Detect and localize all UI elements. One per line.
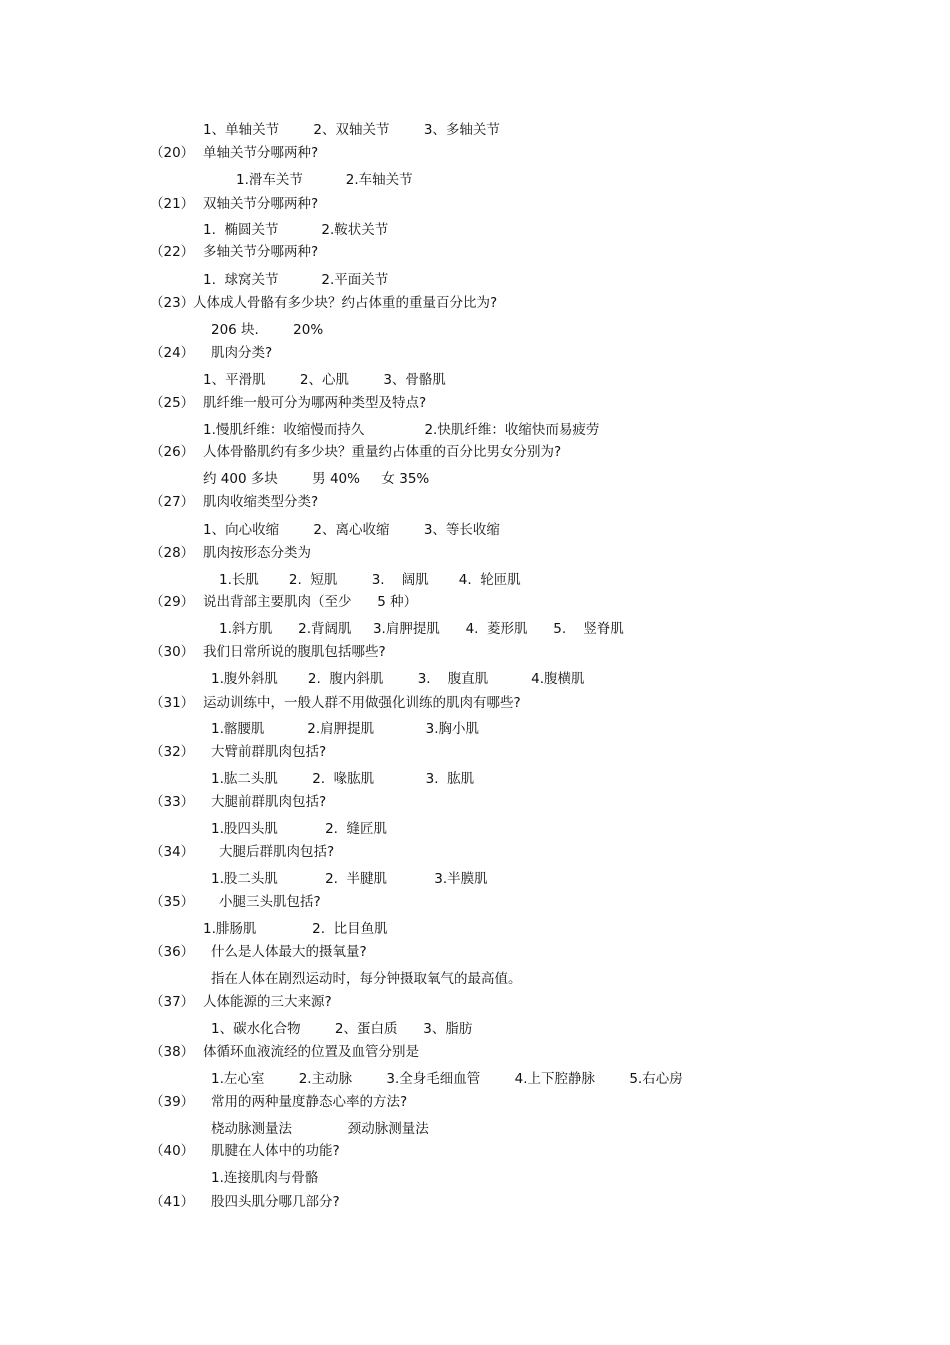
answer-33: 1.股四头肌 2. 缝匠肌: [211, 821, 388, 837]
answer-22: 1. 球窝关节 2.平面关节: [203, 272, 389, 288]
question-38: 体循环血液流经的位置及血管分别是: [203, 1044, 419, 1060]
question-32: 大臂前群肌肉包括?: [211, 744, 327, 760]
question-number-37: （37）: [150, 994, 195, 1010]
question-33: 大腿前群肌肉包括?: [211, 794, 327, 810]
answer-29: 1.斜方肌 2.背阔肌 3.肩胛提肌 4. 菱形肌 5. 竖脊肌: [219, 621, 624, 637]
question-number-36: （36）: [150, 944, 195, 960]
question-number-26: （26）: [150, 444, 195, 460]
answer-30: 1.腹外斜肌 2. 腹内斜肌 3. 腹直肌 4.腹横肌: [211, 671, 585, 687]
question-number-32: （32）: [150, 744, 195, 760]
answer-23: 206 块. 20%: [211, 322, 324, 338]
question-number-24: （24）: [150, 345, 195, 361]
question-37: 人体能源的三大来源?: [203, 994, 332, 1010]
answer-37: 1、碳水化合物 2、蛋白质 3、脂肪: [211, 1021, 473, 1037]
question-21: 双轴关节分哪两种?: [203, 196, 319, 212]
answer-35: 1.腓肠肌 2. 比目鱼肌: [203, 921, 388, 937]
question-number-28: （28）: [150, 545, 195, 561]
question-number-31: （31）: [150, 695, 195, 711]
question-number-30: （30）: [150, 644, 195, 660]
question-number-34: （34）: [150, 844, 195, 860]
question-36: 什么是人体最大的摄氧量?: [211, 944, 367, 960]
question-20: 单轴关节分哪两种?: [203, 145, 319, 161]
question-29: 说出背部主要肌肉（至少 5 种）: [203, 594, 418, 610]
answer-36: 指在人体在剧烈运动时，每分钟摄取氧气的最高值。: [211, 971, 522, 987]
question-28: 肌肉按形态分类为: [203, 545, 311, 561]
question-number-22: （22）: [150, 244, 195, 260]
answer-25: 1.慢肌纤维：收缩慢而持久 2.快肌纤维：收缩快而易疲劳: [203, 422, 600, 438]
question-number-40: （40）: [150, 1143, 195, 1159]
question-number-29: （29）: [150, 594, 195, 610]
question-27: 肌肉收缩类型分类?: [203, 494, 319, 510]
answer-34: 1.股二头肌 2. 半腱肌 3.半膜肌: [211, 871, 488, 887]
question-number-38: （38）: [150, 1044, 195, 1060]
question-41: 股四头肌分哪几部分?: [211, 1194, 340, 1210]
question-number-35: （35）: [150, 894, 195, 910]
answer-21: 1. 椭圆关节 2.鞍状关节: [203, 222, 389, 238]
question-30: 我们日常所说的腹肌包括哪些?: [203, 644, 386, 660]
question-number-25: （25）: [150, 395, 195, 411]
question-22: 多轴关节分哪两种?: [203, 244, 319, 260]
question-24: 肌肉分类?: [211, 345, 273, 361]
answer-27: 1、向心收缩 2、离心收缩 3、等长收缩: [203, 522, 500, 538]
question-number-39: （39）: [150, 1094, 195, 1110]
question-number-21: （21）: [150, 196, 195, 212]
question-number-27: （27）: [150, 494, 195, 510]
question-number-41: （41）: [150, 1194, 195, 1210]
answer-32: 1.肱二头肌 2. 喙肱肌 3. 肱肌: [211, 771, 475, 787]
answer-31: 1.髂腰肌 2.肩胛提肌 3.胸小肌: [211, 721, 480, 737]
answer-28: 1.长肌 2. 短肌 3. 阔肌 4. 轮匝肌: [219, 572, 521, 588]
question-number-33: （33）: [150, 794, 195, 810]
answer-40: 1.连接肌肉与骨骼: [211, 1170, 319, 1186]
question-26: 人体骨骼肌约有多少块？重量约占体重的百分比男女分别为?: [203, 444, 562, 460]
question-23: 人体成人骨骼有多少块？约占体重的重量百分比为?: [193, 295, 498, 311]
answer-24: 1、平滑肌 2、心肌 3、骨骼肌: [203, 372, 446, 388]
answer-39: 桡动脉测量法 颈动脉测量法: [211, 1121, 429, 1137]
answer-20: 1.滑车关节 2.车轴关节: [236, 172, 413, 188]
answer-19: 1、单轴关节 2、双轴关节 3、多轴关节: [203, 122, 500, 138]
question-34: 大腿后群肌肉包括?: [219, 844, 335, 860]
question-40: 肌腱在人体中的功能?: [211, 1143, 340, 1159]
answer-38: 1.左心室 2.主动脉 3.全身毛细血管 4.上下腔静脉 5.右心房: [211, 1071, 683, 1087]
question-number-20: （20）: [150, 145, 195, 161]
question-35: 小腿三头肌包括?: [219, 894, 321, 910]
answer-26: 约 400 多块 男 40% 女 35%: [203, 471, 430, 487]
question-39: 常用的两种量度静态心率的方法?: [211, 1094, 408, 1110]
question-number-23: （23）: [150, 295, 195, 311]
question-31: 运动训练中，一般人群不用做强化训练的肌肉有哪些?: [203, 695, 521, 711]
question-25: 肌纤维一般可分为哪两种类型及特点?: [203, 395, 427, 411]
